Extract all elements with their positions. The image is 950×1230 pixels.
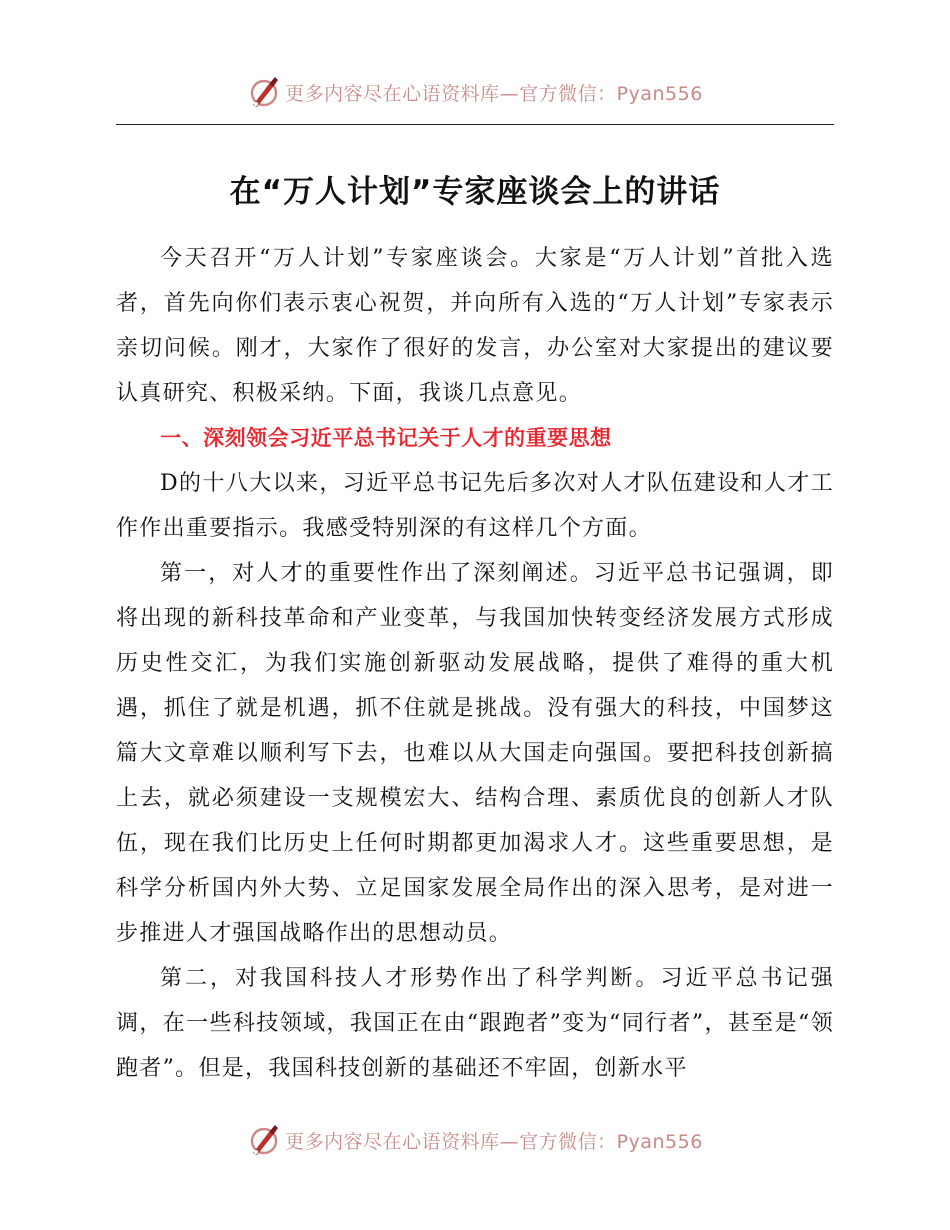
footer-brand-text: 更多内容尽在心语资料库—官方微信：Pyan556 [285, 1130, 703, 1153]
pen-logo-icon [247, 75, 281, 109]
paragraph-intro: 今天召开“万人计划”专家座谈会。大家是“万人计划”首批入选者，首先向你们表示衷心祝贺，并向所有入选的“万人计划”专家表示亲切问候。刚才，大家作了很好的发言，办公室对大家提出的建议要认真研究、积极采纳。下面，我谈几点意见。 [116, 246, 834, 406]
header-divider [116, 124, 834, 125]
header-brand-text: 更多内容尽在心语资料库—官方微信：Pyan556 [285, 82, 703, 105]
paragraph-first-point: 第一，对人才的重要性作出了深刻阐述。习近平总书记强调，即将出现的新科技革命和产业变革，与我国加快转变经济发展方式形成历史性交汇，为我们实施创新驱动发展战略，提供了难得的重大机遇，抓住了就是机遇，抓不住就是挑战。没有强大的科技，中国梦这篇大文章难以顺利写下去，也难以从大国走向强国。要把科技创新搞上去，就必须建设一支规模宏大、结构合理、素质优良的创新人才队伍，现在我们比历史上任何时期都更加渴求人才。这些重要思想，是科学分析国内外大势、立足国家发展全局作出的深入思考，是对进一步推进人才强国战略作出的思想动员。 [116, 561, 834, 946]
document-title: 在“万人计划”专家座谈会上的讲话 [229, 174, 721, 210]
paragraph-second-point: 第二，对我国科技人才形势作出了科学判断。习近平总书记强调，在一些科技领域，我国正在由“跟跑者”变为“同行者”，甚至是“领跑者”。但是，我国科技创新的基础还不牢固，创新水平 [116, 966, 834, 1081]
paragraph-overview: D的十八大以来，习近平总书记先后多次对人才队伍建设和人才工作作出重要指示。我感受特别深的有这样几个方面。 [116, 471, 834, 541]
pen-logo-icon [247, 1123, 281, 1157]
section-heading: 一、深刻领会习近平总书记关于人才的重要思想 [160, 426, 612, 450]
document-body [116, 236, 834, 1091]
footer-watermark [0, 1120, 950, 1160]
header-watermark [0, 72, 950, 112]
